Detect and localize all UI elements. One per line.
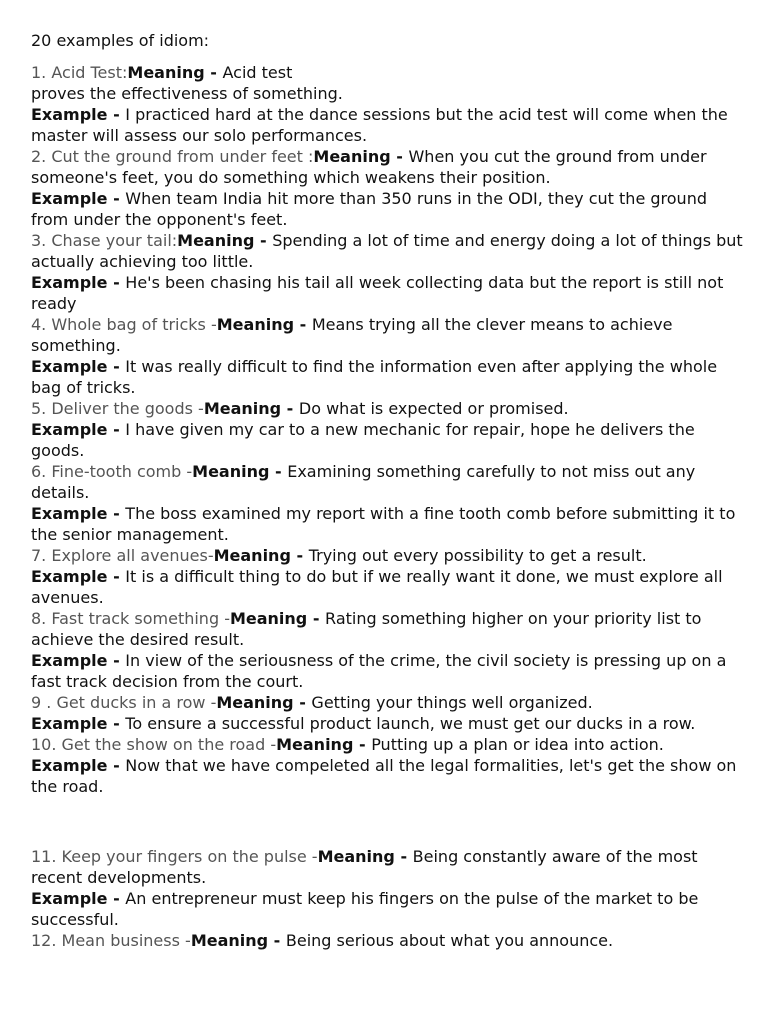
idiom-entry (31, 314, 748, 398)
example-label: Example - (31, 357, 126, 376)
example-line (31, 888, 748, 930)
example-text: I practiced hard at the dance sessions but the acid test will come when the master will assess our solo performances. (31, 105, 728, 145)
example-line (31, 104, 748, 146)
idiom-meaning-line (31, 608, 748, 650)
idiom-meaning-line (31, 146, 748, 188)
example-line (31, 755, 748, 797)
example-label: Example - (31, 889, 126, 908)
meaning-text: Do what is expected or promised. (298, 399, 569, 418)
idiom-name: 6. Fine-tooth comb - (31, 462, 193, 481)
example-line (31, 650, 748, 692)
example-text: Now that we have compeleted all the legal formalities, let's get the show on the road. (31, 756, 737, 796)
idiom-name: 8. Fast track something - (31, 609, 230, 628)
meaning-text: Examining something carefully to not miss out any details. (31, 462, 696, 502)
idiom-entry (31, 461, 748, 545)
meaning-label: Meaning - (177, 231, 273, 250)
idiom-meaning-line (31, 930, 748, 951)
idiom-entry (31, 734, 748, 797)
example-label: Example - (31, 567, 126, 586)
example-label: Example - (31, 189, 126, 208)
example-label: Example - (31, 714, 126, 733)
idiom-entry (31, 62, 748, 146)
meaning-label: Meaning - (317, 847, 413, 866)
idiom-meaning-line (31, 62, 748, 104)
meaning-text: Acid test (222, 63, 293, 82)
meaning-text: Putting up a plan or idea into action. (371, 735, 664, 754)
example-label: Example - (31, 651, 126, 670)
example-text: In view of the seriousness of the crime, the civil society is pressing up on a fast track decision from the court. (31, 651, 727, 691)
example-text: When team India hit more than 350 runs in the ODI, they cut the ground from under the opponent's feet. (31, 189, 707, 229)
example-text: I have given my car to a new mechanic for repair, hope he delivers the goods. (31, 420, 695, 460)
idiom-list (31, 62, 748, 951)
meaning-label: Meaning - (203, 399, 299, 418)
idiom-meaning-line (31, 314, 748, 356)
example-line (31, 713, 748, 734)
example-line (31, 503, 748, 545)
idiom-entry (31, 930, 748, 951)
idiom-entry (31, 146, 748, 230)
idiom-entry (31, 608, 748, 692)
example-line (31, 272, 748, 314)
idiom-meaning-line (31, 545, 748, 566)
example-label: Example - (31, 420, 126, 439)
meaning-text: Spending a lot of time and energy doing a lot of things but actually achieving too little. (31, 231, 743, 271)
meaning-text: Getting your things well organized. (311, 693, 593, 712)
meaning-text: Means trying all the clever means to achieve something. (31, 315, 673, 355)
example-line (31, 566, 748, 608)
idiom-name: 3. Chase your tail: (31, 231, 178, 250)
idiom-entry (31, 398, 748, 461)
idiom-meaning-line (31, 461, 748, 503)
idiom-name: 11. Keep your fingers on the pulse - (31, 847, 318, 866)
idiom-name: 1. Acid Test: (31, 63, 128, 82)
example-label: Example - (31, 105, 126, 124)
idiom-name: 7. Explore all avenues- (31, 546, 214, 565)
example-label: Example - (31, 756, 126, 775)
idiom-entry (31, 230, 748, 314)
meaning-label: Meaning - (216, 693, 312, 712)
example-text: It was really difficult to find the information even after applying the whole bag of tricks. (31, 357, 718, 397)
meaning-label: Meaning - (127, 63, 223, 82)
idiom-meaning-line (31, 692, 748, 713)
example-label: Example - (31, 504, 126, 523)
idiom-name: 5. Deliver the goods - (31, 399, 204, 418)
idiom-meaning-line (31, 230, 748, 272)
example-text: To ensure a successful product launch, we must get our ducks in a row. (125, 714, 696, 733)
meaning-text: Being serious about what you announce. (285, 931, 614, 950)
example-line (31, 356, 748, 398)
idiom-meaning-line (31, 734, 748, 755)
meaning-label: Meaning - (192, 462, 288, 481)
idiom-entry (31, 545, 748, 608)
section-gap (31, 797, 748, 846)
idiom-meaning-line (31, 398, 748, 419)
example-text: He's been chasing his tail all week collecting data but the report is still not ready (31, 273, 724, 313)
meaning-label: Meaning - (213, 546, 309, 565)
meaning-text: Trying out every possibility to get a result. (308, 546, 647, 565)
idiom-meaning-line (31, 846, 748, 888)
example-text: An entrepreneur must keep his fingers on the pulse of the market to be successful. (31, 889, 699, 929)
example-line (31, 419, 748, 461)
meaning-text: Rating something higher on your priority list to achieve the desired result. (31, 609, 702, 649)
meaning-text: Being constantly aware of the most recent developments. (31, 847, 698, 887)
idiom-entry (31, 846, 748, 930)
document-title: 20 examples of idiom: (31, 31, 210, 50)
idiom-name: 9 . Get ducks in a row - (31, 693, 217, 712)
meaning-continuation: proves the effectiveness of something. (31, 84, 343, 103)
idiom-name: 12. Mean business - (31, 931, 191, 950)
idiom-name: 4. Whole bag of tricks - (31, 315, 217, 334)
meaning-label: Meaning - (229, 609, 326, 628)
idiom-entry (31, 692, 748, 734)
meaning-text: When you cut the ground from under someone's feet, you do something which weakens their position. (31, 147, 707, 187)
example-text: The boss examined my report with a fine tooth comb before submitting it to the senior management. (31, 504, 736, 544)
example-label: Example - (31, 273, 126, 292)
idiom-name: 2. Cut the ground from under feet : (31, 147, 314, 166)
example-line (31, 188, 748, 230)
meaning-label: Meaning - (216, 315, 312, 334)
meaning-label: Meaning - (313, 147, 409, 166)
meaning-label: Meaning - (190, 931, 286, 950)
idiom-name: 10. Get the show on the road - (31, 735, 277, 754)
meaning-label: Meaning - (276, 735, 372, 754)
example-text: It is a difficult thing to do but if we really want it done, we must explore all avenues. (31, 567, 723, 607)
